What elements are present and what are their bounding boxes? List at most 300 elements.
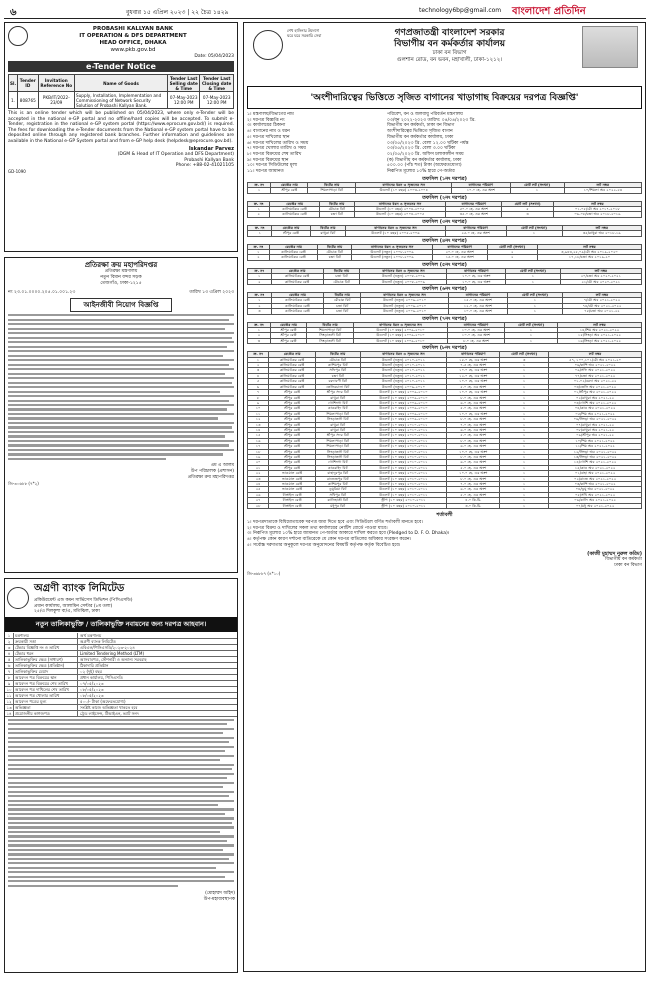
- table-cell: ২: [248, 212, 270, 217]
- table-cell: উডলট (নতুন) ২০১০-২০১১: [360, 379, 447, 384]
- table-cell: ১৮: [248, 449, 269, 454]
- table-cell: শ্রীপুর রেঞ্জ: [269, 390, 316, 395]
- table-cell: ৬.০ হে. এর অংশ: [447, 444, 500, 449]
- table-cell: ১: [248, 231, 272, 236]
- table-cell: ১: [508, 298, 563, 303]
- schedule-title: তফসিল (৪নং দরপত্র): [422, 237, 467, 244]
- right-column: [243, 22, 646, 977]
- table-cell: তেলিরচালা বিট: [316, 384, 360, 389]
- table-cell: ০৬/সিংড়া অব ২০২১-২০২২: [549, 417, 642, 422]
- table-cell: ২৪: [248, 482, 269, 487]
- table-cell: অগ্রণী ব্যাংক লিমিটেড: [80, 638, 116, 644]
- table-header: বাগানের পরিমাণ: [447, 322, 504, 327]
- schedule-title: তফসিল (৭নং দরপত্র): [422, 315, 467, 322]
- table-cell: ১০.০ হে. এর অংশ: [452, 188, 510, 193]
- table-row: [9, 92, 234, 109]
- table-cell: উডলট (১০ বছর) ২০১০-২০১১: [360, 454, 447, 459]
- table-cell: ডুমুরিয়া বিট: [316, 487, 360, 492]
- table-cell: 1.: [9, 92, 18, 109]
- table-cell: ৩৫.০ হে. এর অংশ: [446, 212, 502, 217]
- table-cell: ০৫/শিম অব ২০২১-২০২২: [549, 411, 642, 416]
- table-header: বাগানের ধরন ও সৃজনের সন: [346, 225, 446, 230]
- table-cell: ১০.০ হে. এর অংশ: [447, 449, 500, 454]
- table-cell: সিংড়াতলী বিট: [307, 333, 354, 338]
- table-cell: শ্রীপুর রেঞ্জ: [269, 406, 316, 411]
- etender-table: [8, 74, 234, 109]
- signer-phone: Phone: +88-02-41021105: [175, 163, 234, 169]
- table-cell: ৫.০ হে. এর অংশ: [447, 465, 500, 470]
- table-header: রেঞ্জের নাম: [271, 293, 323, 298]
- table-header: মোট লট (সংখ্যা): [506, 268, 560, 273]
- table-cell: চন্দ্রা বিট: [316, 373, 360, 378]
- table-cell: ০৯/শ্রীপুর অব ২০২১-২২: [549, 433, 642, 438]
- table-cell: ১২.০ হে. এর অংশ: [448, 303, 507, 308]
- table-cell: ০১/শ্রীপুর অব ২০২১-২০২২: [549, 390, 642, 395]
- table-header: বাগানের ধরন ও সৃজনের সন: [352, 244, 433, 249]
- table-cell: 07-May-2023 12:00 PM: [200, 92, 234, 109]
- table-cell: ৫.০ হে. এর অংশ: [447, 406, 500, 411]
- table-cell: ১: [500, 400, 549, 405]
- table-cell: ০৬/কালি অব ২০২১-২০২২: [549, 498, 642, 503]
- table-cell: ৬.০ হে. এর অংশ: [447, 400, 500, 405]
- table-cell: ১: [500, 433, 549, 438]
- table-cell: ১৫.০ হে. এর অংশ: [432, 255, 487, 260]
- table-cell: ৭/মৌ অব ২০২১-২০২২: [562, 298, 641, 303]
- table-cell: এবিএল/পিসিএসডি/২০২৩-২০২৪: [80, 644, 135, 650]
- table-cell: ৩: [248, 338, 271, 343]
- table-cell: ৫.০ হে. এর অংশ: [447, 492, 500, 497]
- slogan-line: শেখ হাসিনার উদ্যোগ: [287, 28, 320, 33]
- detail-value: বিভাগীয় বন কর্মকর্তার কার্যালয়, ঢাকা: [387, 134, 454, 140]
- agrani-sub-line: ২৫/এ দিলকুশা বা/এ, মতিঝিল, ঢাকা: [34, 609, 100, 614]
- table-cell: রাথুরা বিট: [316, 422, 360, 427]
- table-cell: প্রধান কার্যালয়, পিসিএসডি: [80, 674, 123, 680]
- table-cell: ৮.০ হে. এর অংশ: [447, 417, 500, 422]
- table-header: বাগানের পরিমাণ: [447, 268, 506, 273]
- table-cell: কালিয়াকৈর রেঞ্জ: [269, 363, 316, 368]
- table-cell: ১: [505, 338, 558, 343]
- table-header: মোট লট (সংখ্যা): [505, 322, 558, 327]
- detail-value: ৫০০.০০ (পাঁচ শত) টাকা (অফেরতযোগ্য): [387, 163, 462, 169]
- table-cell: উডলট (১০ বছর) ২০১০-২০১১: [360, 444, 447, 449]
- table-cell: ১৫/সিংড়া অব ২০২১-২০২২: [558, 333, 642, 338]
- table-cell: শ্রীপুর রেঞ্জ: [269, 465, 316, 470]
- recruit-head: প্রতিরক্ষা ক্রয় মহাপরিদপ্তর: [84, 261, 158, 269]
- table-cell: ৩৫/রাথুরা অব ২০১৮-১৯: [562, 231, 641, 236]
- signer-title: বিভাগীয় বন কর্মকর্তা: [605, 557, 642, 563]
- recruit-signature: [8, 463, 234, 481]
- table-cell: উডলট (১০ বছর) ২০০৫-২০০৬: [346, 231, 446, 236]
- recruit-sub-line: তেজগাঁও, ঢাকা-১২১৫: [100, 281, 142, 286]
- recruitment-ad: [4, 257, 238, 573]
- table-cell: উডলট (১০ বছর) ২০০৯-২০১০: [360, 411, 447, 416]
- table-cell: কালিয়াকৈর রেঞ্জ: [270, 206, 319, 211]
- table-cell: ২০/চন্দ্রা অব ২০২০-২০২১: [560, 274, 641, 279]
- table-cell: ৫: [248, 379, 269, 384]
- table-cell: ৮.০ হে. এর অংশ: [447, 395, 500, 400]
- table-cell: ৭৭/চন্দ্রা অব ২০২১-২০২২: [549, 373, 642, 378]
- table-header: বাগানের পরিমাণ: [447, 352, 500, 357]
- table-cell: উডলট (নতুন) ২০১০-২০১১: [360, 373, 447, 378]
- govt-line-1: গণপ্রজাতন্ত্রী বাংলাদেশ সরকার: [394, 28, 505, 38]
- bank-logo-icon: [8, 26, 28, 46]
- signer-org: ঢাকা বন বিভাগ: [614, 563, 642, 569]
- table-cell: শিমলাপাড়া বিট: [316, 411, 360, 416]
- table-header: বাগানের ধরন ও সৃজনের সন: [361, 293, 449, 298]
- table-cell: ৫০০/- টাকা (অফেরতযোগ্য): [80, 698, 126, 704]
- table-cell: ১৬/সিংড়া অব ২০২১-২০২২: [558, 338, 642, 343]
- table-cell: ১: [500, 363, 549, 368]
- table-cell: ২২: [248, 471, 269, 476]
- table-cell: ১০.০ হে. এর অংশ: [447, 411, 500, 416]
- table-cell: আবেদন পত্র খোলার তারিখ: [14, 693, 78, 698]
- table-cell: ৮: [5, 675, 14, 680]
- detail-value: (ক) বিভাগীয় বন কর্মকর্তার কার্যালয়, ঢাকা: [387, 157, 462, 163]
- table-cell: ০১-০৫/মৌ অব ২০১৭-২০১৮: [553, 206, 641, 211]
- table-cell: উডলট (নতুন) ২০১০-২০১১: [360, 363, 447, 368]
- table-cell: বরদাবর্ণী বিট: [316, 379, 360, 384]
- table-cell: শ্রীপুর রেঞ্জ: [269, 427, 316, 432]
- table-cell: ০১/বাহা অব ২০২১-২০২২: [549, 471, 642, 476]
- table-cell: উডলট (১০ বছর) ২০১০-২০১১: [360, 460, 447, 465]
- table-cell: মৌচাক বিট: [319, 206, 354, 211]
- table-cell: শ্রীপুর রেঞ্জ: [269, 417, 316, 422]
- term-item: ২। দরপত্র বিক্রয় ও দাখিলের সকল তথ্য কার্যালয়ের নোটিশ বোর্ডে পাওয়া যাবে।: [247, 525, 388, 531]
- table-cell: উডলট (১০ বছর) ২০০৯-২০১০: [360, 395, 447, 400]
- govt-line-4: গুলশান রোড, বন ভবন, মহাখালী, ঢাকা-১২১২।: [396, 57, 503, 63]
- table-header: ক্র. নং: [248, 201, 270, 206]
- table-cell: ১: [500, 498, 549, 503]
- detail-key: ২। দরপত্র বিজ্ঞপ্তি নং: [247, 117, 285, 123]
- signer-name: Iskandar Parvez: [188, 145, 234, 152]
- table-cell: অভিজ্ঞতা: [14, 705, 78, 710]
- table-cell: ১: [500, 368, 549, 373]
- detail-row: [247, 169, 642, 175]
- table-cell: ০৭/০৫/২০২৩: [80, 680, 104, 686]
- table-cell: টাঙ্গাইল রেঞ্জ: [269, 498, 316, 503]
- table-cell: শ্রীপুর সদর বিট: [316, 433, 360, 438]
- table-cell: স্ট্রীপ (১০ বছর) ২০১০-২০১১: [360, 503, 447, 508]
- table-cell: ০৭/রাথুরা অব ২০২১-২২: [549, 422, 642, 427]
- table-cell: Supply, Installation, Implementation and Commissioning of Network Security Solution of Probashi Kallyan Bank.: [75, 92, 168, 109]
- table-cell: ১০/শিম অব ২০২১-২০২২: [549, 438, 642, 443]
- govt-header: [319, 28, 580, 64]
- table-cell: ভাওয়াল রেঞ্জ: [269, 471, 316, 476]
- recruit-body-text: [8, 314, 234, 460]
- table-cell: ১: [500, 373, 549, 378]
- table-header: বিটের নাম: [308, 182, 356, 187]
- schedule-title: তফসিল (৬নং দরপত্র): [422, 286, 467, 293]
- detail-key: ৬। দরপত্র দাখিলের তারিখ ও সময়: [247, 140, 309, 146]
- table-cell: ৭.০ হে. এর অংশ: [447, 422, 500, 427]
- detail-key: ৫। দরপত্র দাখিলের স্থান: [247, 134, 290, 140]
- table-cell: উডলট (নতুন) ২০০৮-২০০৯: [360, 279, 447, 284]
- etender-title: e-Tender Notice: [8, 61, 234, 72]
- table-cell: ০২/রাথুরা অব ২০২১-২২: [549, 395, 642, 400]
- table-row: [248, 231, 642, 236]
- table-cell: ০৮/০৫/২০২৩: [80, 686, 104, 692]
- table-cell: ১: [500, 422, 549, 427]
- table-cell: ১: [248, 274, 272, 279]
- table-header: বাগানের ধরন ও সৃজনের সন: [360, 268, 447, 273]
- table-cell: ২০.০ হে. এর অংশ: [432, 249, 487, 254]
- table-cell: ১: [510, 188, 564, 193]
- table-cell: ০৩/তেলি অব ২০২১-২০২২: [549, 384, 642, 389]
- table-cell: ভাওয়াল রেঞ্জ: [269, 476, 316, 481]
- schedule-title: তফসিল (১নং দরপত্র): [422, 175, 467, 182]
- tender-details: [247, 112, 642, 175]
- table-cell: ৬.০ হে. এর অংশ: [447, 487, 500, 492]
- table-cell: ০৯/সফি অব ২০২১-২০২২: [549, 368, 642, 373]
- table-cell: ২৭: [248, 498, 269, 503]
- table-cell: সফিপুর বিট: [316, 368, 360, 373]
- table-cell: ১৪: [248, 427, 269, 432]
- table-cell: ১: [506, 231, 562, 236]
- table-header: বাগানের ধরন ও সৃজনের সন: [354, 322, 448, 327]
- table-cell: ১: [500, 492, 549, 497]
- table-cell: ১: [506, 279, 560, 284]
- table-cell: ১: [500, 471, 549, 476]
- agrani-info-table: [5, 633, 237, 717]
- table-cell: উডলট (১০ বছর) ২০০৯-২০১০: [360, 406, 447, 411]
- table-header: বিটের নাম: [318, 244, 352, 249]
- table-header: লট নম্বর: [560, 268, 641, 273]
- table-cell: চন্দ্রা বিট: [324, 309, 361, 314]
- table-cell: ০৬-০৮/চন্দ্রা অব ২০১৮-২০১৯: [553, 212, 641, 217]
- agrani-sub-line: প্রকিউরমেন্ট এন্ড কমন সার্ভিসেস ডিভিশন (পিসিএসডি): [34, 598, 133, 603]
- table-header: ক্র. নং: [248, 225, 272, 230]
- table-header: ক্র. নং: [248, 293, 272, 298]
- table-cell: সখিপুর বিট: [316, 492, 360, 497]
- table-header: বিটের নাম: [307, 322, 354, 327]
- schedule-table: [247, 268, 642, 285]
- table-cell: শ্রীপুর রেঞ্জ: [270, 328, 306, 333]
- table-cell: ০৪/ডুমু অব ২০২১-২০২২: [549, 487, 642, 492]
- table-cell: ০৪/কাও অব ২০২১-২০২২: [549, 406, 642, 411]
- term-item: ১। দরপত্রদাতাকে বিধিমোতাবেক দরপত্র জমা দিতে হবে এবং সিডিউলে বর্ণিত শর্তাবলী মানতে হবে।: [247, 520, 423, 526]
- table-cell: ১১/শিম অব ২০২১-২০২২: [549, 444, 642, 449]
- table-cell: উডলট (নতুন) ২০০৯-২০১০: [361, 298, 449, 303]
- table-cell: ২: [248, 333, 271, 338]
- table-cell: শ্রীপুর রেঞ্জ: [269, 449, 316, 454]
- table-cell: ১: [5, 633, 14, 638]
- table-cell: ১২: [5, 699, 14, 704]
- terms-title: শর্তাবলী: [436, 512, 453, 519]
- header-date: বুধবার ১৫ এপ্রিল ২০২৩ | ২২ চৈত্র ১৪২৯: [126, 9, 229, 16]
- table-cell: কাওরাইদ বিট: [316, 406, 360, 411]
- header-email: technology6bp@gmail.com: [419, 7, 502, 14]
- table-cell: চন্দ্রা বিট: [323, 274, 360, 279]
- detail-value: ০২/০৫/২০২৩ খ্রি. অফিস চলাকালীন সময়: [387, 151, 464, 157]
- term-item: ৪। কর্তৃপক্ষ কোন কারণ দর্শানো ব্যতিরেকে যে কোন দরপত্র বাতিলের অধিকার সংরক্ষণ করেন।: [247, 537, 412, 543]
- table-cell: কালিয়াকৈর রেঞ্জ: [271, 303, 323, 308]
- probashi-line: HEAD OFFICE, DHAKA: [99, 40, 167, 46]
- table-header: বিটের নাম: [316, 352, 360, 357]
- table-cell: কালিয়াকৈর রেঞ্জ: [269, 368, 316, 373]
- table-cell: তালিকাভুক্তির মেয়াদ: [14, 669, 78, 674]
- table-cell: ১: [500, 476, 549, 481]
- table-row: [248, 212, 642, 217]
- table-cell: ৩: [5, 645, 14, 650]
- signer-name: (কাজী মুহাম্মদ নুরুল করিম): [587, 550, 642, 557]
- term-item: ৩। নিরূপিত মূল্যের ১০% হারে জামানত পে-অর্ডার আকারে দাখিল করতে হবে (Pledged to D. F. O. Dhaka)।: [247, 531, 450, 537]
- page-header: [4, 4, 646, 19]
- table-cell: টেন্ডার ধরন: [14, 651, 78, 656]
- table-cell: ভাওয়াল রেঞ্জ: [269, 487, 316, 492]
- detail-key: ৪। বাগানের নাম ও ধরন: [247, 129, 290, 135]
- table-cell: উডলট (১০ বছর) ২০০৯-২০১০: [354, 328, 448, 333]
- table-cell: শ্রীপুর সদর বিট: [316, 390, 360, 395]
- table-cell: কালিয়াকৈর রেঞ্জ: [271, 309, 323, 314]
- memo-date: তারিখ ১৩ এপ্রিল ২০২৩: [189, 290, 234, 295]
- table-cell: ০৬/কাশি অব ২০২১-২০২২: [549, 363, 642, 368]
- table-cell: উডলট (১০ বছর) ২০১০-২০১১: [360, 471, 447, 476]
- table-cell: ১০.০ হে. এর অংশ: [447, 368, 500, 373]
- table-cell: ১৪: [5, 711, 14, 716]
- table-cell: ০১-০২/বরদা অব ২০২১-২২: [549, 379, 642, 384]
- table-cell: উডলট (১০ বছর) ২০০৯-২০১০: [360, 400, 447, 405]
- table-cell: ২: [5, 639, 14, 644]
- table-cell: ১: [500, 482, 549, 487]
- table-cell: ১: [500, 503, 549, 508]
- table-header: রেঞ্জের নাম: [270, 201, 319, 206]
- probashi-website: www.pkb.gov.bd: [110, 47, 156, 53]
- detail-key: ৯। দরপত্র বিক্রয়ের স্থান: [247, 157, 289, 163]
- govt-footer: [247, 571, 642, 578]
- table-header: ক্র. নং: [248, 352, 269, 357]
- table-cell: মধুপুর বিট: [316, 503, 360, 508]
- table-cell: ৮.০ হে. এর অংশ: [447, 338, 504, 343]
- table-cell: টাঙ্গাইল রেঞ্জ: [269, 503, 316, 508]
- table-cell: ১: [500, 395, 549, 400]
- table-cell: চন্দ্রা বিট: [324, 303, 361, 308]
- forest-tender-ad: [243, 22, 646, 972]
- table-cell: উডলট (১০ বছর) ২০০৯-২০১০: [360, 417, 447, 422]
- schedule-title: তফসিল (৩নং দরপত্র): [422, 218, 467, 225]
- table-cell: ১০.০ হে. এর অংশ: [447, 279, 506, 284]
- table-cell: ১৪/শিম অব ২০২১-২০২২: [558, 328, 642, 333]
- ad-code: জি-৩০৬৮৮ (৭*২): [8, 480, 39, 486]
- table-cell: সিংড়াতলী বিট: [307, 338, 354, 343]
- table-cell: ৬: [5, 663, 14, 668]
- table-cell: ০৫/সখি অব ২০২১-২০২২: [549, 492, 642, 497]
- table-cell: ২৩: [248, 476, 269, 481]
- table-cell: ১: [500, 487, 549, 492]
- govt-line-3: ঢাকা বন বিভাগ: [432, 50, 467, 56]
- table-cell: ১০.০ হে. এর অংশ: [447, 471, 500, 476]
- table-cell: রাথুরা বিট: [316, 427, 360, 432]
- table-cell: ১: [248, 206, 270, 211]
- agrani-sub-line: প্রধান কার্যালয়, আলামিন সেন্টার (৮ম তলা): [34, 603, 113, 609]
- table-cell: শ্রীপুর রেঞ্জ: [269, 460, 316, 465]
- table-cell: শ্রীপুর রেঞ্জ: [270, 338, 306, 343]
- detail-key: ৮। দরপত্র বিক্রয়ের শেষ তারিখ: [247, 151, 302, 157]
- table-cell: স্ট্রীপ (১০ বছর) ২০১০-২০১১: [360, 498, 447, 503]
- table-cell: ০৩/গোশি অব ২০২১-২০২২: [549, 400, 642, 405]
- schedule-table: [247, 351, 642, 509]
- table-header: মোট লট (সংখ্যা): [506, 225, 562, 230]
- table-cell: ৩: [502, 212, 554, 217]
- table-cell: ৫০.০ হে. এর অংশ: [446, 206, 502, 211]
- table-cell: শ্রীপুর রেঞ্জ: [269, 411, 316, 416]
- table-cell: ১: [248, 298, 272, 303]
- table-cell: ২৫.০ হে. এর অংশ: [445, 231, 506, 236]
- table-cell: ২৮: [248, 503, 269, 508]
- table-header: মোট লট (সংখ্যা): [500, 352, 549, 357]
- table-cell: ৩,৯৪৩,২৫,০৯/মৌ অব ২০১৯-২০২০: [537, 249, 641, 254]
- table-header: Tender ID: [18, 75, 38, 92]
- agrani-name: অগ্রণী ব্যাংক লিমিটেড: [34, 583, 125, 594]
- table-cell: উডলট (নতুন) ২০০৯-২০১০: [361, 303, 449, 308]
- tender-banner: 'অংশীদারিত্বের ভিত্তিতে সৃজিত বাগানের খাড়াগাছ বিক্রয়ের দরপত্র বিজ্ঞপ্তি': [247, 86, 642, 109]
- schedule-tables: [247, 176, 642, 509]
- table-cell: শ্রীপুর রেঞ্জ: [269, 454, 316, 459]
- table-cell: সিংড়াতলী বিট: [316, 454, 360, 459]
- govt-emblem-icon: [253, 30, 283, 60]
- schedule-title: তফসিল (৮নং দরপত্র): [422, 345, 467, 352]
- table-cell: ৭৪/মৌ অব ২০২১-২০২২: [562, 303, 641, 308]
- probashi-header: [32, 26, 234, 54]
- table-cell: কালিয়াকৈর রেঞ্জ: [270, 212, 319, 217]
- table-cell: ১৭,১৮/চন্দ্রা অব ২০১৯-২০: [537, 255, 641, 260]
- table-cell: ৪: [5, 651, 14, 656]
- table-cell: উডলট (১০ বছর) ২০০৪-২০০৫: [354, 206, 446, 211]
- table-cell: উডলট (নতুন) ২০০৮-২০০৯: [360, 274, 447, 279]
- table-cell: ৭৫/চন্দ্রা অব ২০২১-২২: [562, 309, 641, 314]
- table-cell: ১: [500, 406, 549, 411]
- table-cell: মৌচাক বিট: [318, 249, 352, 254]
- table-header: মোট লট (সংখ্যা): [510, 182, 564, 187]
- table-cell: ০৮/রাথুরা অব ২০২১-২২: [549, 427, 642, 432]
- table-cell: ১: [500, 465, 549, 470]
- table-cell: টাঙ্গাইল রেঞ্জ: [269, 492, 316, 497]
- table-cell: কাওরাইদ বিট: [316, 465, 360, 470]
- table-cell: তালিকাভুক্তির ক্ষেত্র (প্রতিষ্ঠান): [14, 663, 78, 668]
- table-cell: ১: [500, 417, 549, 422]
- table-cell: কালিয়াকৈর রেঞ্জ: [269, 357, 316, 362]
- table-cell: ৫: [502, 206, 554, 211]
- table-header: বাগানের ধরন ও সৃজনের সন: [360, 352, 447, 357]
- table-cell: ১৩: [5, 705, 14, 710]
- govt-line-2: বিভাগীয় বন কর্মকর্তার কার্যালয়: [393, 39, 506, 49]
- table-cell: ১০: [248, 406, 269, 411]
- table-cell: ১০.০ হে. এর অংশ: [447, 390, 500, 395]
- table-cell: ১১: [248, 411, 269, 416]
- recruit-memo-row: [8, 289, 234, 296]
- table-cell: শিমলাপাড়া বিট: [316, 444, 360, 449]
- signer-title: উপ পরিচালক (প্রশাসন): [191, 468, 234, 474]
- table-cell: উডলট (নতুন) ২০০৯-২০১০: [361, 309, 449, 314]
- table-cell: ১৪/গোশি অব ২০২১-২০২২: [549, 460, 642, 465]
- table-cell: ২৬: [248, 492, 269, 497]
- table-header: মোট লট (সংখ্যা): [487, 244, 537, 249]
- table-cell: উডলট (১০ বছর) ২০১০-২০১১: [360, 476, 447, 481]
- detail-value: ০৩/বন ২০২২-২০২৩ তারিখ: ০৪/০৪/২০২৩ খ্রি.: [387, 117, 476, 123]
- table-cell: ৫.০ হে. এর অংশ: [447, 433, 500, 438]
- signer-title: উপ-মহাব্যবস্থাপক: [203, 897, 235, 903]
- schedule-title: তফসিল (২নং দরপত্র): [422, 194, 467, 201]
- page-number: ৬: [10, 7, 17, 18]
- table-header: লট নম্বর: [537, 244, 641, 249]
- ad-code: জি-৩৬৮৮৭ (৪*১০): [247, 570, 281, 576]
- table-cell: ১: [500, 438, 549, 443]
- table-cell: উডলট (নতুন) ২০০৮-২০০৯: [352, 255, 433, 260]
- table-header: বাগানের ধরন ও সৃজনের সন: [354, 201, 446, 206]
- table-cell: ১২.০ হে. এর অংশ: [447, 373, 500, 378]
- table-cell: ১: [500, 427, 549, 432]
- table-cell: ৭: [5, 669, 14, 674]
- recruit-sub-line: নতুন বিমান বন্দর সড়ক: [100, 275, 142, 280]
